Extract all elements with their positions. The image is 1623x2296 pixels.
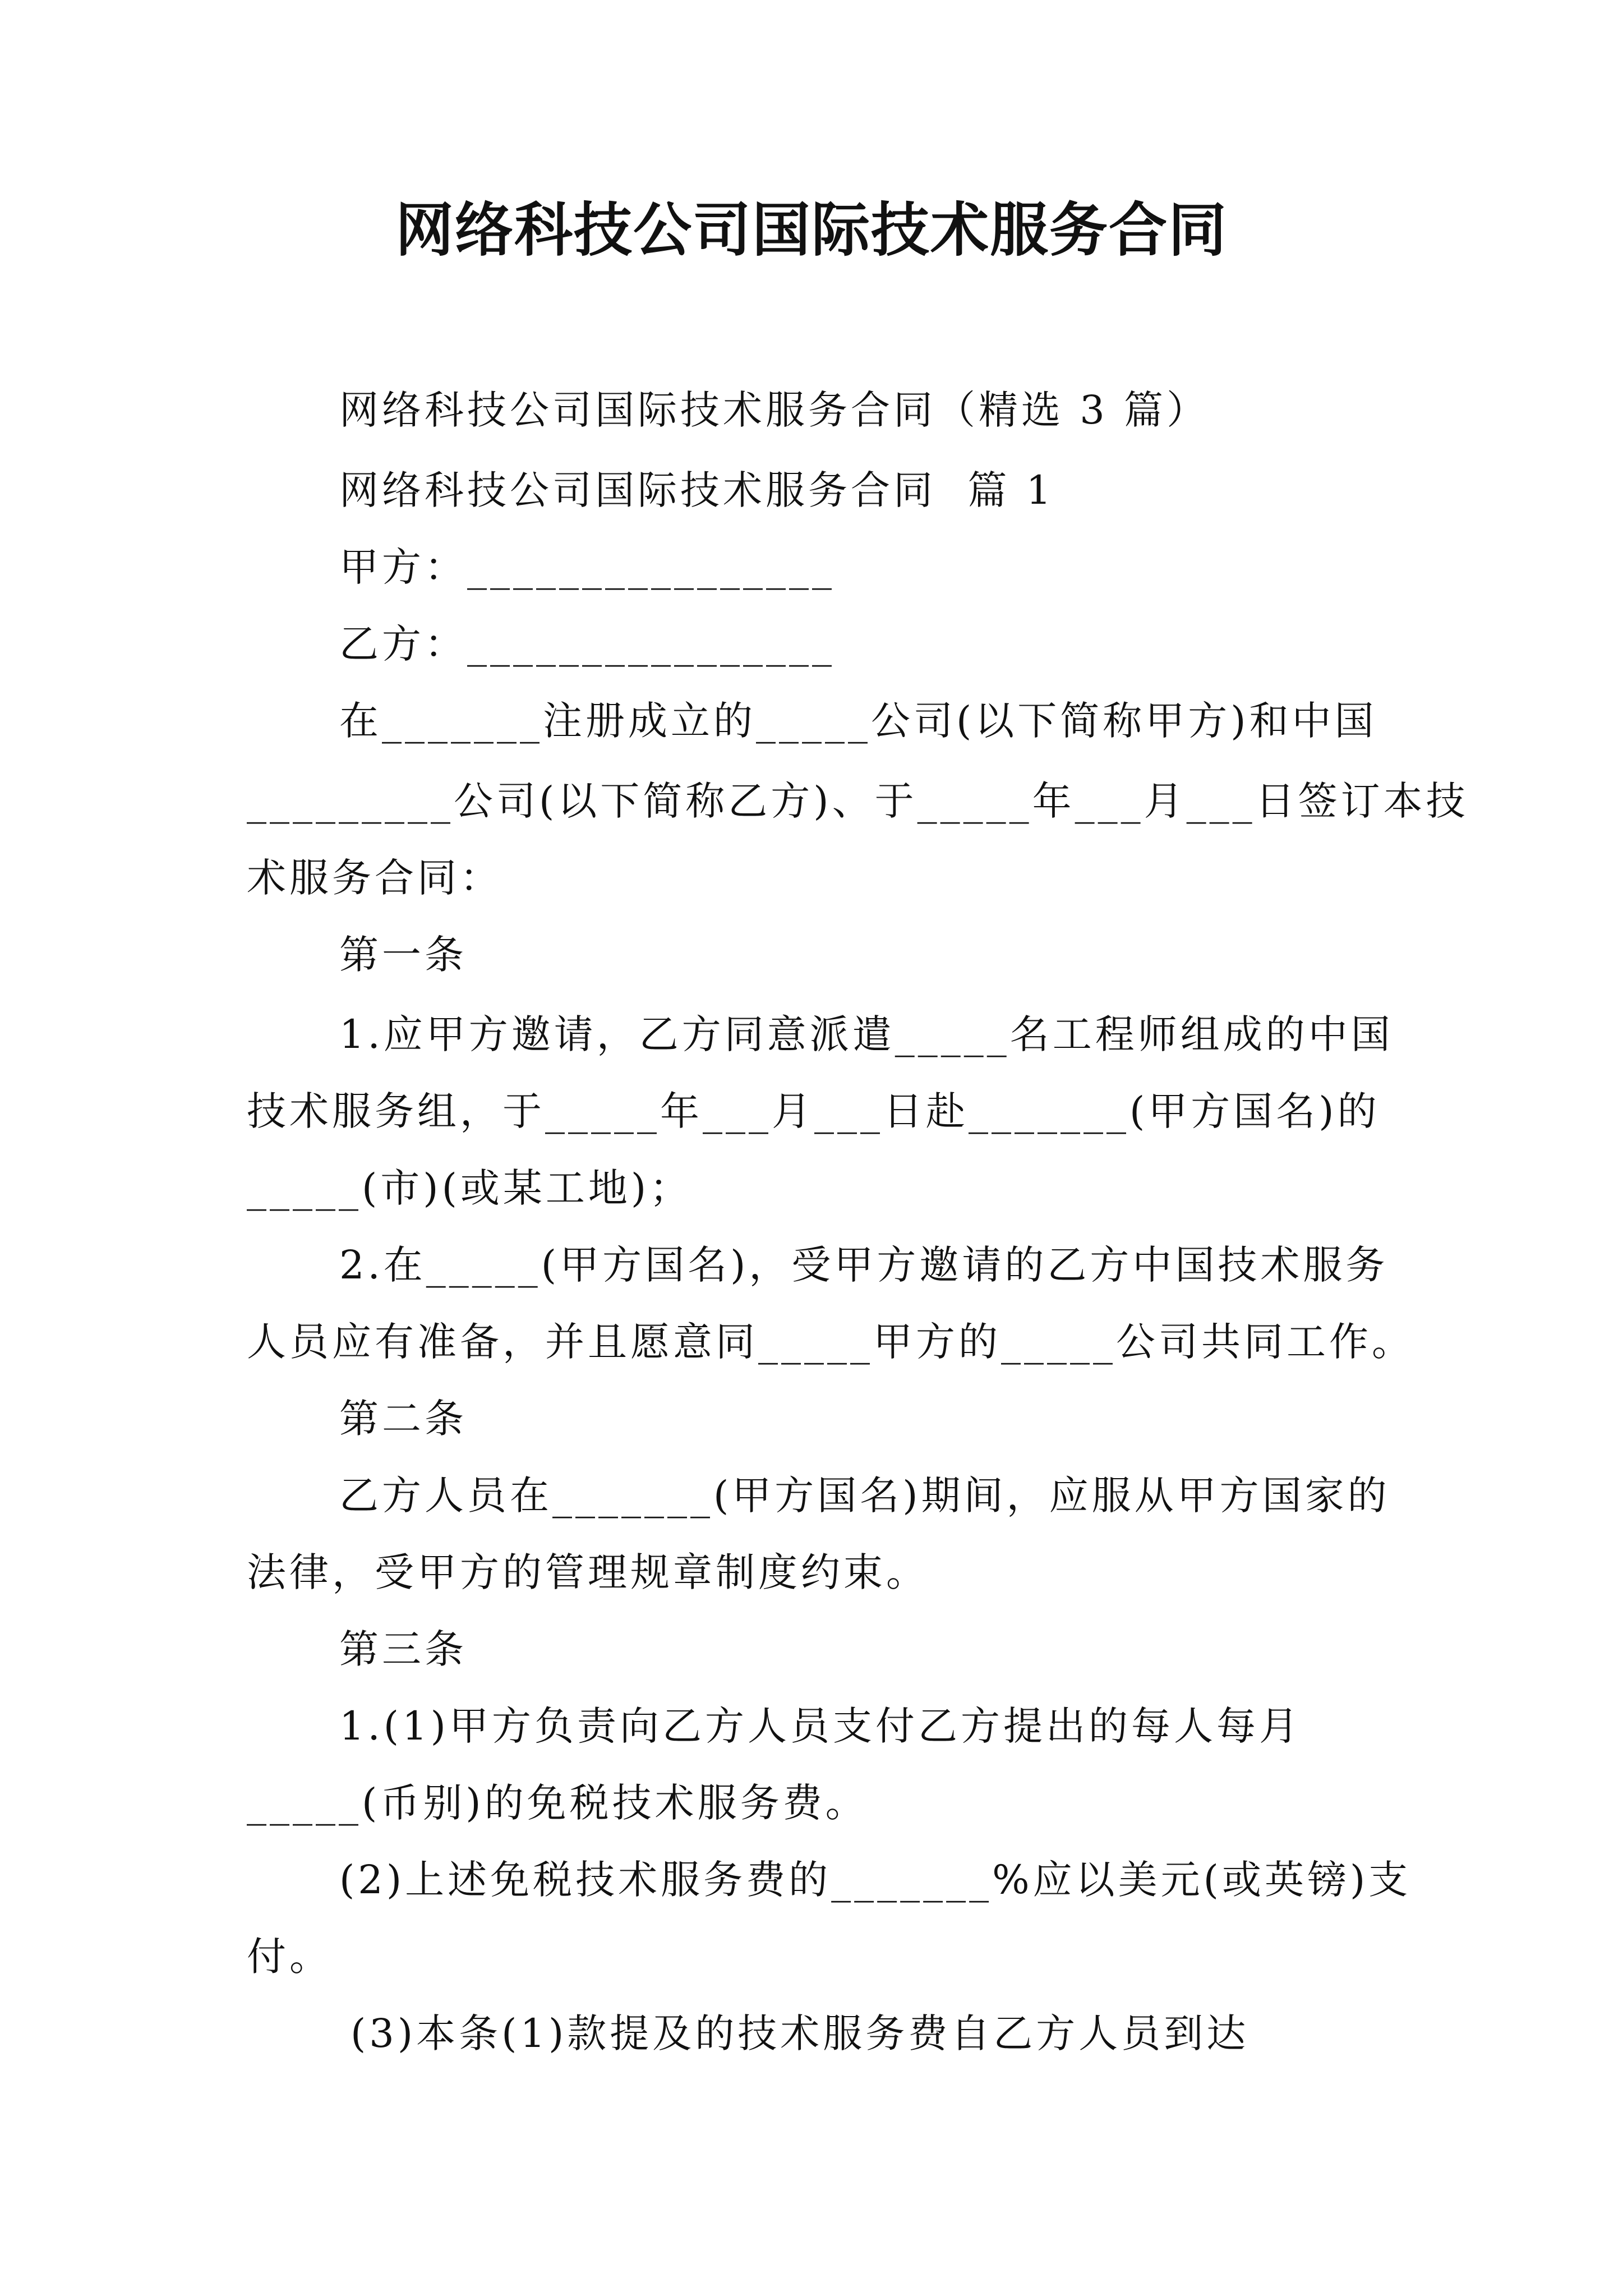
article-heading: 第一条 — [339, 932, 467, 978]
paragraph-line: 1.应甲方邀请，乙方同意派遣_____名工程师组成的中国 — [339, 1011, 1394, 1057]
paragraph-line: (3)本条(1)款提及的技术服务费自乙方人员到达 — [351, 2010, 1249, 2056]
party-b-line: 乙方：________________ — [339, 621, 835, 667]
paragraph-line: 1.(1)甲方负责向乙方人员支付乙方提出的每人每月 — [339, 1703, 1302, 1749]
paragraph-line: 法律，受甲方的管理规章制度约束。 — [247, 1549, 929, 1595]
article-heading: 第二条 — [339, 1396, 467, 1442]
paragraph-line: 2.在_____(甲方国名)，受甲方邀请的乙方中国技术服务 — [339, 1242, 1389, 1288]
paragraph-line: _____(币别)的免税技术服务费。 — [247, 1780, 868, 1826]
paragraph-line: _________公司(以下简称乙方)、于_____年___月___日签订本技 — [247, 778, 1469, 824]
article-heading: 第三条 — [339, 1626, 467, 1672]
paragraph-line: (2)上述免税技术服务费的_______%应以美元(或英镑)支 — [339, 1857, 1412, 1903]
paragraph-line: _____(市)(或某工地)； — [247, 1165, 693, 1211]
paragraph-line: 乙方人员在_______(甲方国名)期间，应服从甲方国家的 — [339, 1473, 1390, 1519]
paragraph-line: 付。 — [247, 1934, 332, 1980]
paragraph-line: 在_______注册成立的_____公司(以下简称甲方)和中国 — [339, 698, 1377, 744]
paragraph-line: 人员应有准备，并且愿意同_____甲方的_____公司共同工作。 — [247, 1319, 1414, 1365]
section-heading: 网络科技公司国际技术服务合同 篇 1 — [339, 467, 1055, 513]
paragraph-line: 术服务合同： — [247, 855, 502, 901]
paragraph-line: 技术服务组，于_____年___月___日赴_______(甲方国名)的 — [247, 1088, 1380, 1134]
subtitle-line: 网络科技公司国际技术服务合同（精选 3 篇） — [339, 387, 1210, 433]
party-a-line: 甲方：________________ — [339, 544, 835, 590]
document-title: 网络科技公司国际技术服务合同 — [395, 195, 1228, 264]
